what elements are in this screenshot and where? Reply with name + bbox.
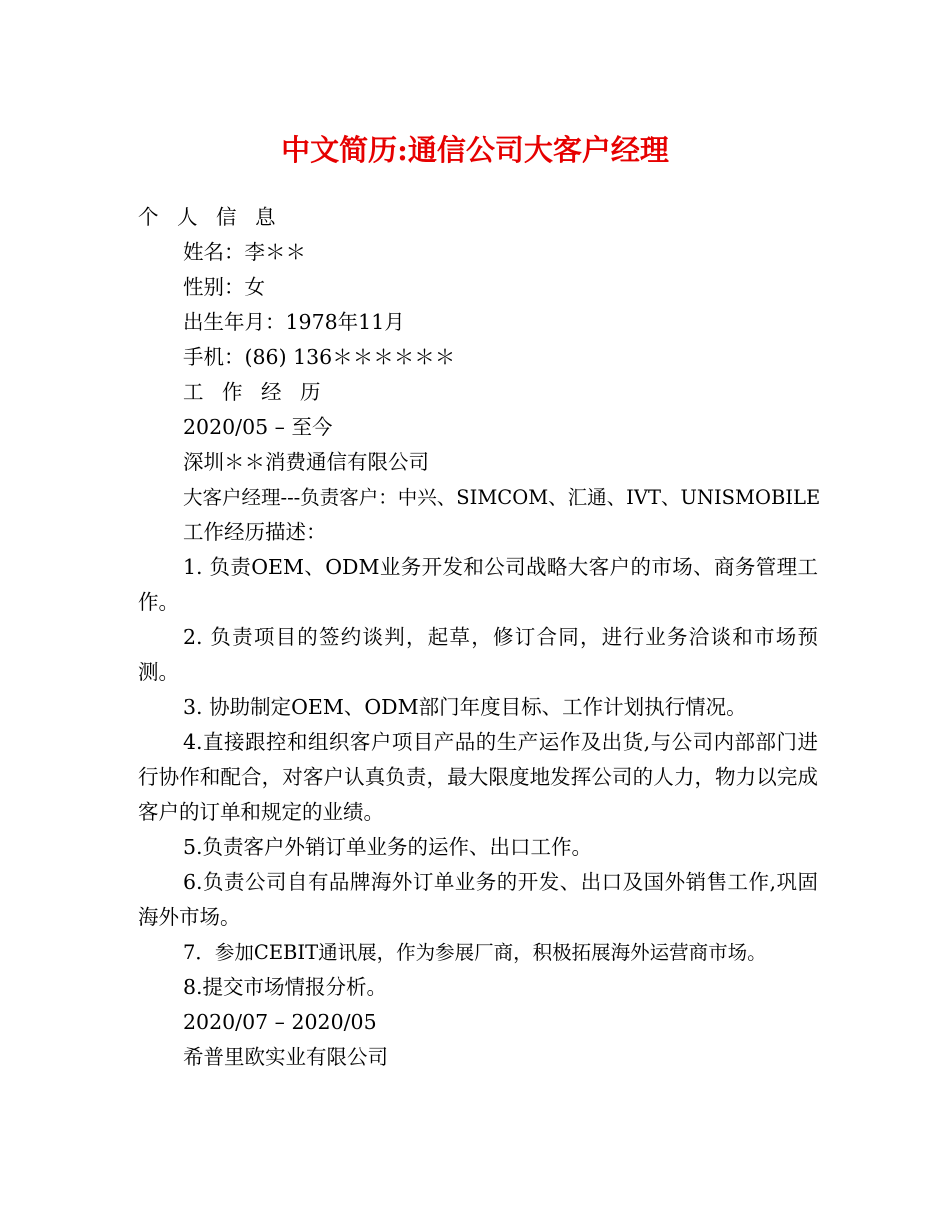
job1-role: 大客户经理---负责客户：中兴、SIMCOM、汇通、IVT、UNISMOBILE [183, 486, 821, 509]
job2-company: 希普里欧实业有限公司 [183, 1045, 388, 1069]
job1-period: 2020/05 – 至今 [183, 415, 333, 439]
birth-line: 出生年月：1978年11月 [183, 310, 405, 334]
work-experience-heading: 工 作 经 历 [183, 380, 327, 404]
job1-company: 深圳＊＊消费通信有限公司 [183, 450, 429, 474]
duty-item-6: 6.负责公司自有品牌海外订单业务的开发、出口及国外销售工作,巩固海外市场。 [138, 870, 818, 929]
job1-description-heading: 工作经历描述： [183, 520, 327, 544]
personal-info-heading: 个 人 信 息 [138, 205, 282, 229]
duty-item-4: 4.直接跟控和组织客户项目产品的生产运作及出货,与公司内部部门进行协作和配合，对客户认真负责，最大限度地发挥公司的人力，物力以完成客户的订单和规定的业绩。 [138, 730, 818, 824]
job2-period: 2020/07 – 2020/05 [183, 1010, 377, 1034]
duty-item-1: 1. 负责OEM、ODM业务开发和公司战略大客户的市场、商务管理工作。 [138, 555, 818, 614]
resume-body [138, 200, 821, 1075]
duty-item-3: 3. 协助制定OEM、ODM部门年度目标、工作计划执行情况。 [183, 695, 747, 719]
duty-item-2: 2. 负责项目的签约谈判，起草，修订合同，进行业务洽谈和市场预测。 [138, 625, 818, 684]
duty-item-8: 8.提交市场情报分析。 [183, 975, 388, 999]
phone-line: 手机：(86) 136＊＊＊＊＊＊ [183, 345, 456, 369]
duty-item-5: 5.负责客户外销订单业务的运作、出口工作。 [183, 835, 593, 859]
gender-line: 性别：女 [183, 275, 265, 299]
page-title: 中文简历:通信公司大客户经理 [281, 133, 669, 167]
name-line: 姓名：李＊＊ [183, 240, 306, 264]
duty-item-7: 7．参加CEBIT通讯展，作为参展厂商，积极拓展海外运营商市场。 [183, 941, 767, 964]
